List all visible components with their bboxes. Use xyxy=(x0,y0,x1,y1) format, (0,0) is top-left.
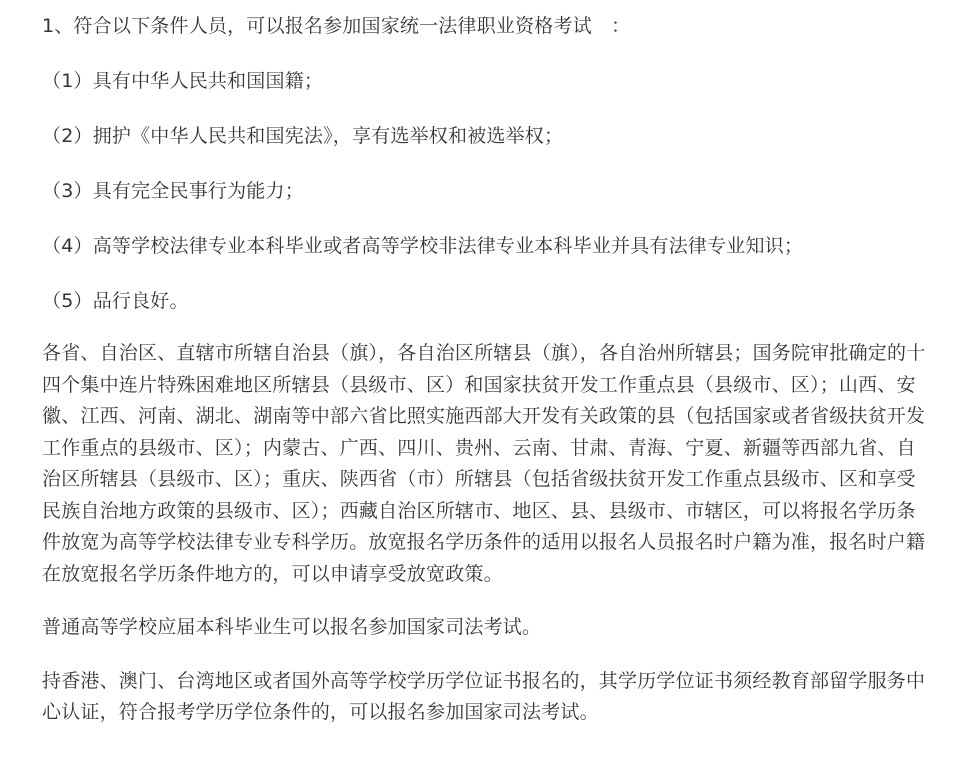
document-body xyxy=(42,12,927,729)
list-item-conduct: （5）品行良好。 xyxy=(42,290,189,312)
eligibility-heading: 1、符合以下条件人员，可以报名参加国家统一法律职业资格考试 ： xyxy=(42,15,631,37)
list-item-constitution: （2）拥护《中华人民共和国宪法》，享有选举权和被选举权； xyxy=(42,125,564,147)
paragraph-fresh-graduates: 普通高等学校应届本科毕业生可以报名参加国家司法考试。 xyxy=(42,616,542,638)
paragraph-overseas-degrees: 持香港、澳门、台湾地区或者国外高等学校学历学位证书报名的，其学历学位证书须经教育部留学服务中心认证，符合报考学历学位条件的，可以报名参加国家司法考试。 xyxy=(42,669,926,723)
list-item-education: （4）高等学校法律专业本科毕业或者高等学校非法律专业本科毕业并具有法律专业知识； xyxy=(42,235,804,257)
list-item-civil-capacity: （3）具有完全民事行为能力； xyxy=(42,180,304,202)
paragraph-relaxed-regions: 各省、自治区、直辖市所辖自治县（旗），各自治区所辖县（旗），各自治州所辖县；国务院审批确定的十四个集中连片特殊困难地区所辖县（县级市、区）和国家扶贫开发工作重点县（县级市、区）；山西、安徽、江西、河南、湖北、湖南等中部六省比照实施西部大开发有关政策的县（包括国家或者省级扶贫开发工作重点的县级市、区）；内蒙古、广西、四川、贵州、云南、甘肃、青海、宁夏、新疆等西部九省、自治区所辖县（县级市、区）；重庆、陕西省（市）所辖县（包括省级扶贫开发工作重点县级市、区和享受民族自治地方政策的县级市、区）；西藏自治区所辖市、地区、县、县级市、市辖区，可以将报名学历条件放宽为高等学校法律专业专科学历。放宽报名学历条件的适用以报名人员报名时户籍为准，报名时户籍在放宽报名学历条件地方的，可以申请享受放宽政策。 xyxy=(42,342,926,585)
list-item-nationality: （1）具有中华人民共和国国籍； xyxy=(42,70,324,92)
